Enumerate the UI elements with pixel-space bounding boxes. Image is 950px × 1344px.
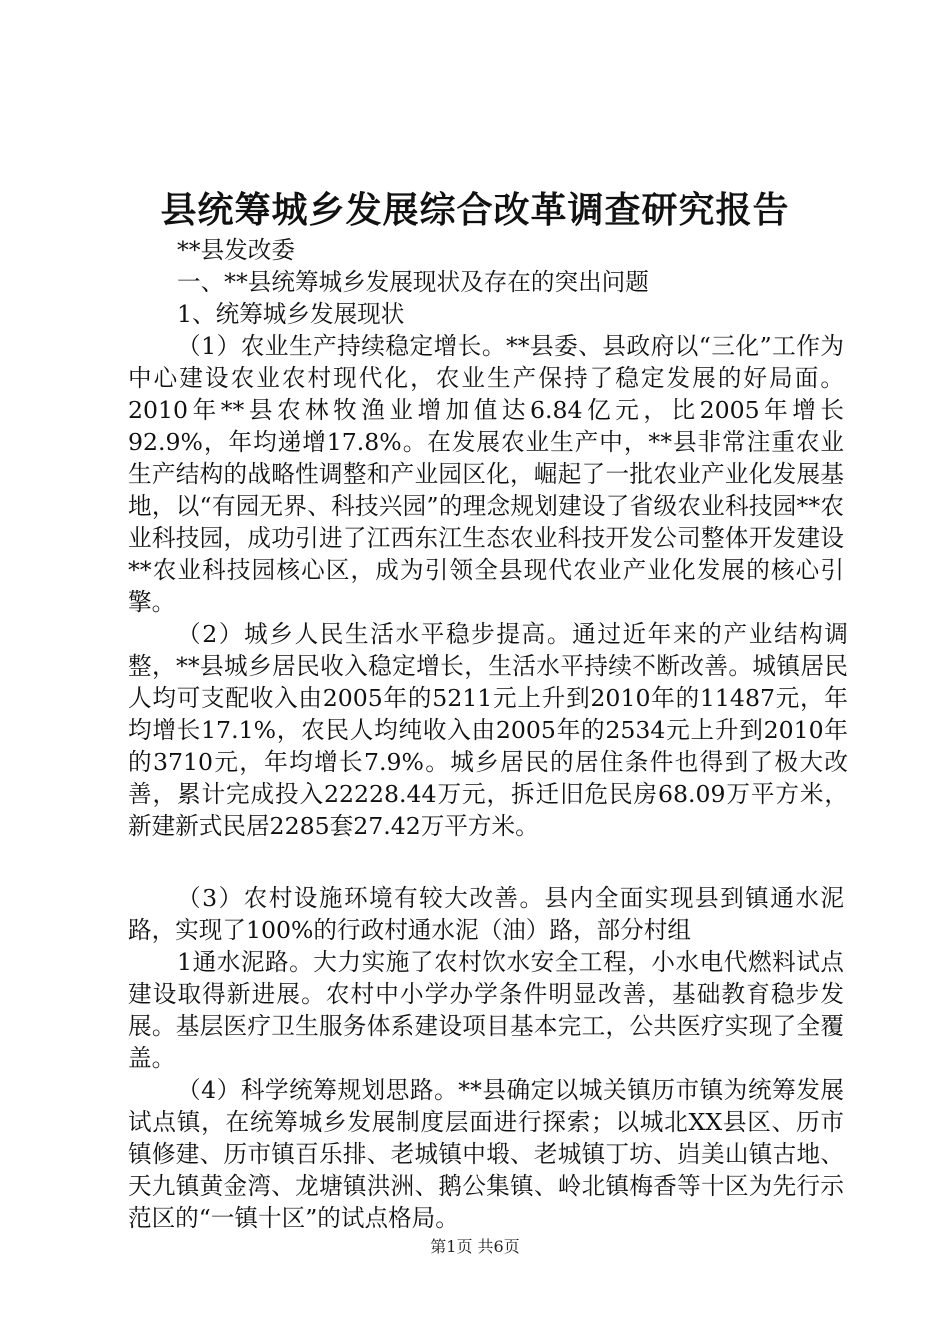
paragraph-gap — [128, 842, 844, 882]
section-heading: 一、**县统筹城乡发展现状及存在的突出问题 — [177, 268, 649, 296]
subsection-heading: 1、统筹城乡发展现状 — [177, 300, 405, 328]
paragraph-infrastructure: （3）农村设施环境有较大改善。县内全面实现县到镇通水泥路，实现了100%的行政村通水泥（油）路，部分村组 — [128, 884, 844, 944]
paragraph-agriculture: （1）农业生产持续稳定增长。**县委、县政府以“三化”工作为中心建设农业农村现代化，农业生产保持了稳定发展的好局面。2010年**县农林牧渔业增加值达6.84亿元，比2005年增长92.9%，年均递增17.8%。在发展农业生产中，**县非常注重农业生产结构的战略性调整和产业园区化，崛起了一批农业产业化发展基地，以“有园无界、科技兴园”的理念规划建设了省级农业科技园**农业科技园，成功引进了江西东江生态农业科技开发公司整体开发建设**农业科技园核心区，成为引领全县现代农业产业化发展的核心引擎。 — [128, 332, 844, 616]
paragraph-living-standards: （2）城乡人民生活水平稳步提高。通过近年来的产业结构调整，**县城乡居民收入稳定增长，生活水平持续不断改善。城镇居民人均可支配收入由2005年的5211元上升到2010年的11487元，年均增长17.1%，农民人均纯收入由2005年的2534元上升到2010年的3710元，年均增长7.9%。城乡居民的居住条件也得到了极大改善，累计完成投入22228.44万元，拆迁旧危民房68.09万平方米，新建新式民居2285套27.42万平方米。 — [128, 620, 848, 840]
document-body — [128, 234, 848, 1234]
paragraph-planning: （4）科学统筹规划思路。**县确定以城关镇历市镇为统筹发展试点镇，在统筹城乡发展制度层面进行探索；以城北XX县区、历市镇修建、历市镇百乐排、老城镇中塅、老城镇丁坊、岿美山镇古地、天九镇黄金湾、龙塘镇洪洲、鹅公集镇、岭北镇梅香等十区为先行示范区的“一镇十区”的试点格局。 — [128, 1076, 844, 1232]
author-line: **县发改委 — [177, 236, 295, 264]
paragraph-infrastructure-continued: 1通水泥路。大力实施了农村饮水安全工程，小水电代燃料试点建设取得新进展。农村中小学办学条件明显改善，基础教育稳步发展。基层医疗卫生服务体系建设项目基本完工，公共医疗实现了全覆盖。 — [128, 948, 844, 1072]
page-footer: 第1页 共6页 — [430, 1237, 520, 1256]
document-title: 县统筹城乡发展综合改革调查研究报告 — [160, 189, 790, 231]
